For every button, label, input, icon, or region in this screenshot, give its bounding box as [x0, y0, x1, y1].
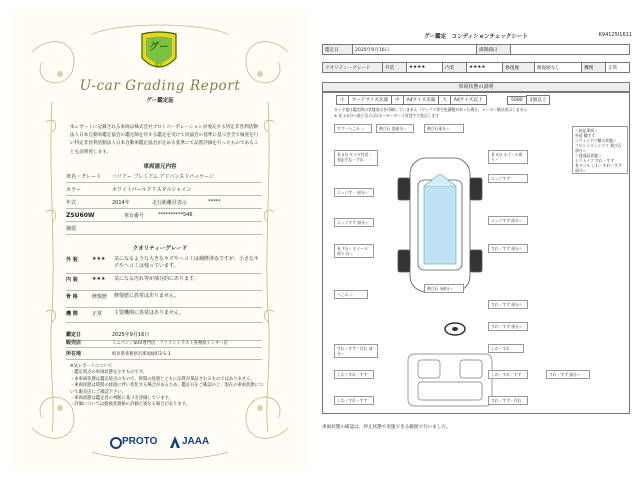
sheet-id: K94125I1611	[598, 32, 632, 38]
callout-left-6: 長 7分☆ ホイール周り 長☆	[334, 244, 374, 258]
grade-row-interior: 内 装 ★★★ 気になる汚れ等が部分的にあります。	[66, 274, 262, 291]
vehicle-year-row: 年式 2014年 走行距離計表示 *****	[66, 196, 262, 209]
callout-right-4: エッジすず 部分☆	[488, 216, 528, 225]
quality-section-heading: クオリティーグレード	[132, 246, 188, 252]
report-title: U-car Grading Report	[79, 78, 241, 94]
vehicle-condition-heading: 車両状態の説明	[322, 82, 630, 92]
proto-logo-icon	[110, 437, 122, 449]
grade-row-frame: 骨 格 修復歴 修復歴に異常はありません。	[66, 291, 262, 308]
vehicle-section-heading: 車両諸元内容	[143, 164, 177, 170]
interior-callout-7: すれ・すず・汚れ	[488, 396, 528, 405]
sheet-date-table: 鑑定日 2025年9月16日 満期満日	[322, 44, 630, 55]
grade-row-exterior: 外 装 ★★★ 気になるような大きなキズやヘコミは補修済みですが、小さなキズやヘコミは残っています。	[66, 254, 262, 274]
callout-right-1: 飛び石部分☆	[424, 124, 464, 133]
sheet-footer: 車両状態の確認は、停止状態で実施できる範囲で行いました。	[322, 425, 451, 430]
jaaa-logo: JAAA	[182, 436, 210, 447]
callout-right-5: すれ・すず 部分☆	[488, 244, 528, 253]
grading-certificate	[12, 12, 308, 468]
certificate-subtitle: グー鑑定証	[146, 98, 174, 104]
callout-left-5: エッジすず 部分☆	[334, 218, 374, 227]
special-notes-box: ＜持記事項＞ 外装 隅すず ＜ウィンドウ類の状態＞ フロントウィンドウ 飛び石 部分☆ ＜他部品状態＞ シフトノブ すれ・すず 有ドリル しわ・すれ・すず 部分☆	[572, 126, 628, 174]
caption-1: タイヤ他は鑑定時の状態表示を印刷していません（ワックス等で色調整があった場合、メーター類は表示しません	[334, 107, 528, 112]
callout-right-6: 飛び石 3部分☆	[424, 284, 464, 293]
vehicle-model-row: ZSU60W 車台番号 **********546	[66, 209, 262, 222]
badge-text: グー	[149, 42, 169, 53]
callout-left-1: すず・へこみ ☆	[334, 124, 372, 133]
intro-text: 本レポートに記載される車両は株式会社プロトコーポレーションが委託する特定非営利活動法人日本自動車鑑定協会の鑑定師を有する鑑定を受けて同協会の基準に基づき全て検査を行い特定非営利活動法人日本自動車鑑定協会が定める基準にて品質評価を行ったものであることを証明致します。	[70, 125, 259, 155]
vehicle-note-row: 摘要	[66, 222, 262, 235]
jaaa-logo-icon	[170, 436, 180, 448]
interior-callout-5: しわ・すれ・すず	[488, 370, 528, 379]
grade-row-engine: 機 関 正常 主要機関に異常はありません。	[66, 308, 262, 323]
appraisal-date-row: 鑑定日 2025年9月16日	[66, 328, 262, 341]
report-notes: ※気レポートについて ・鑑定時点の車両状態を示すものです。 ・本車両状態は鑑定時点のもので、時間の経過とともに品質が保証されるものではありません。 ・車両状態は時間の経過に伴い変化する場合があるため、鑑定日をご確認の上、現在の車両状態について販売店にご確認下さい。 ・車両状態は鑑定者の判断に基づき評価しています。 ・評価については総検査規格の評価と異なる場合があります。	[70, 364, 264, 408]
interior-callout-4: しわ・すれ・すず	[334, 370, 374, 379]
callout-right-7: すれ・すず 部分☆	[488, 300, 528, 309]
vehicle-color-row: カラー ホワイトパールクリスタルシャイン	[66, 183, 262, 196]
proto-logo: PROTO	[122, 436, 158, 447]
callout-right-3: エッジすず	[488, 174, 528, 183]
interior-callout-1: すれ・すず 部分☆	[488, 322, 528, 331]
callout-left-3: 長 5分 タイヤ付近・ 表記小な・すれ	[334, 150, 378, 166]
callout-left-2: 飛び石 査部分☆	[376, 124, 414, 133]
interior-callout-6: しわ・すれ・すず	[334, 396, 374, 405]
address-row: 所在地 岐阜県各務原市那加緑町2-1-1	[66, 348, 262, 360]
goo-badge-icon	[140, 30, 178, 76]
vehicle-name-row: 車名・グレード ハリアー プレミアム アドバンスドパッケージ	[66, 170, 262, 183]
quality-grade-table: クオリティーグレード 外装 ★★★★ 内装 ★★★★ 修復歴 修復歴なし 機関 正常	[322, 62, 630, 73]
badge-sub: 鑑定	[155, 62, 163, 67]
callout-left-7: へこみ ☆	[334, 290, 368, 299]
interior-callout-2: しわ・すれ	[488, 344, 524, 353]
caption-2: ※ 長 2.0分～最小ならば2カーモーターラ頁別でで表示します	[334, 113, 440, 118]
interior-seat-diagram	[400, 350, 500, 410]
size-legend: 小 カードサイズ未満 中 A4サイズ未満 大 A4サイズ以上 5000 2個以上	[336, 95, 628, 105]
interior-callout-3: すれ・すず・汚れ 部分☆	[334, 344, 378, 358]
sheet-title: グー鑑定 コンディションチェックシート	[424, 34, 528, 40]
interior-callout-8: すれ・すず 部分☆	[546, 370, 590, 379]
car-top-view-diagram	[380, 150, 500, 300]
shop-row: 販売店 ミニバン／SUV専門店 ファイントラスト各務原インター店	[66, 338, 262, 348]
callout-right-2: 長 5分 ホイール周り・	[488, 150, 528, 164]
steering-wheel-icon	[444, 322, 466, 336]
callout-left-4: エッジす・ 部分☆	[334, 188, 374, 197]
